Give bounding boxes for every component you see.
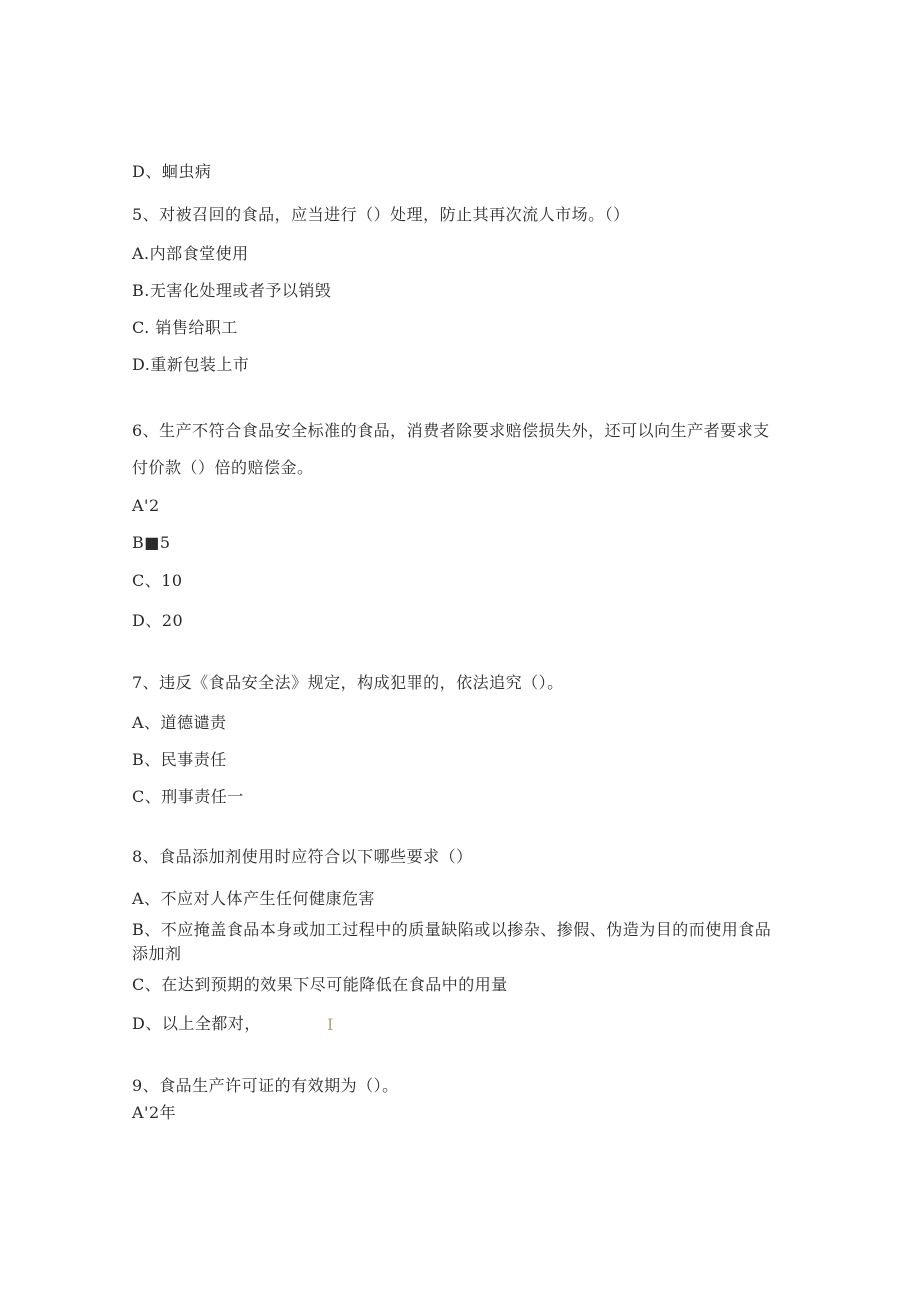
q9-option-a: A'2年 [132,1103,177,1122]
q7-option-b: B、民事责任 [132,750,227,769]
q6-option-c: C、10 [132,571,183,590]
q7-option-a: A、道德谴责 [132,713,227,732]
q7-option-c: C、刑事责任一 [132,787,244,806]
q6-option-b: B■5 [132,533,171,552]
q8-option-b: B、不应掩盖食品本身或加工过程中的质量缺陷或以掺杂、掺假、伪造为目的而使用食品添加剂 [132,920,772,963]
q5-option-c: C. 销售给职工 [132,318,238,337]
q9-question: 9、食品生产许可证的有效期为（）。 [132,1076,399,1095]
q5-option-b: B.无害化处理或者予以销毁 [132,281,332,300]
q5-question: 5、对被召回的食品，应当进行（）处理，防止其再次流人市场。（） [132,205,630,224]
q5-option-a: A.内部食堂使用 [132,244,249,263]
q6-option-a: A'2 [132,496,160,515]
stray-text-mark: I [327,1015,334,1034]
q5-option-d: D.重新包装上市 [132,355,250,374]
q4-option-d: D、蛔虫病 [132,162,212,181]
q8-option-a: A、不应对人体产生任何健康危害 [132,889,376,908]
q8-question: 8、食品添加剂使用时应符合以下哪些要求（） [132,847,473,866]
q7-question: 7、违反《食品安全法》规定，构成犯罪的，依法追究（）。 [132,673,564,692]
q6-question: 6、生产不符合食品安全标准的食品，消费者除要求赔偿损失外，还可以向生产者要求支付价款（）倍的赔偿金。 [132,421,770,477]
q6-option-d: D、20 [132,611,184,630]
q8-option-d: D、以上全都对， [132,1014,261,1033]
q8-option-c: C、在达到预期的效果下尽可能降低在食品中的用量 [132,975,508,994]
